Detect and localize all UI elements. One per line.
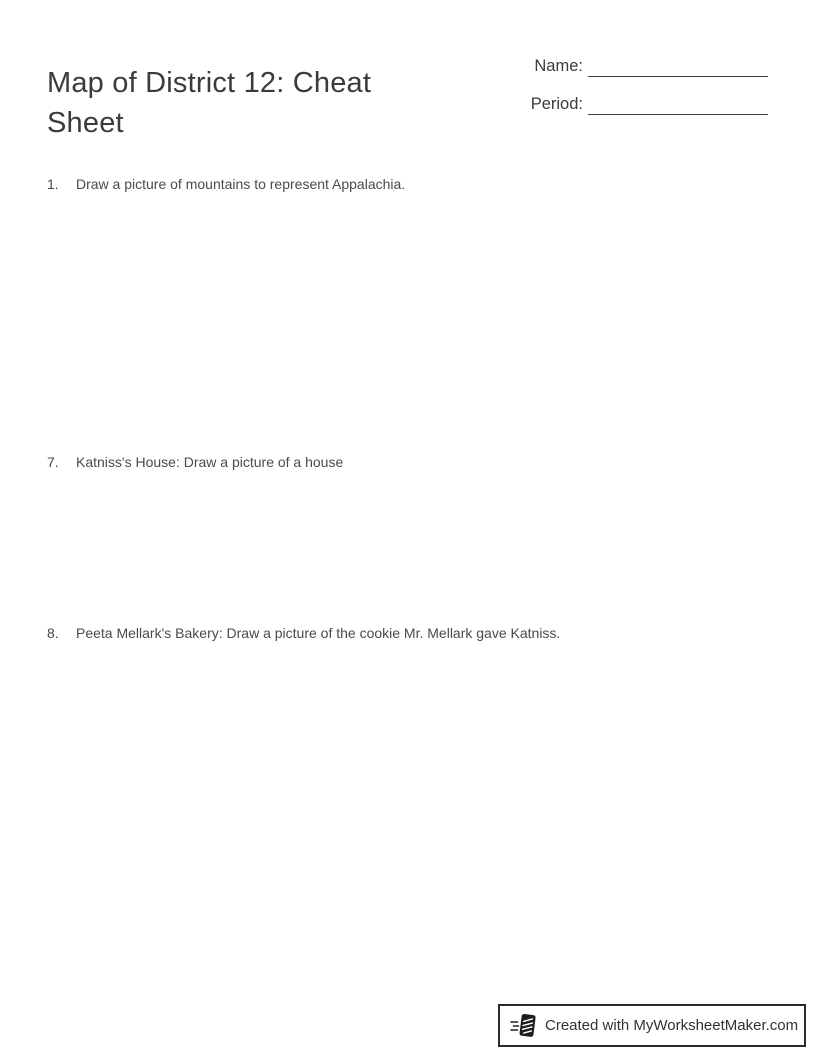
page-title: Map of District 12: Cheat Sheet bbox=[47, 67, 372, 140]
worksheet-maker-badge[interactable] bbox=[498, 1004, 806, 1047]
question-number: 8. bbox=[47, 625, 59, 641]
question-text: Katniss's House: Draw a picture of a house bbox=[76, 454, 344, 470]
name-label: Name: bbox=[534, 57, 583, 75]
question-number: 1. bbox=[47, 176, 59, 192]
period-field-row bbox=[500, 88, 768, 115]
question-item-7 bbox=[47, 452, 747, 472]
name-field-line[interactable] bbox=[588, 52, 768, 77]
question-text: Peeta Mellark's Bakery: Draw a picture of the cookie Mr. Mellark gave Katniss. bbox=[76, 625, 561, 641]
period-label: Period: bbox=[530, 95, 583, 113]
question-item-8 bbox=[47, 623, 747, 643]
question-item-1 bbox=[47, 174, 747, 194]
worksheet-maker-logo-icon bbox=[510, 1011, 538, 1041]
header-fields bbox=[500, 50, 768, 126]
question-text: Draw a picture of mountains to represent Appalachia. bbox=[76, 176, 406, 192]
name-field-row bbox=[500, 50, 768, 77]
question-number: 7. bbox=[47, 454, 59, 470]
period-field-line[interactable] bbox=[588, 90, 768, 115]
badge-label: Created with MyWorksheetMaker.com bbox=[545, 1017, 799, 1034]
